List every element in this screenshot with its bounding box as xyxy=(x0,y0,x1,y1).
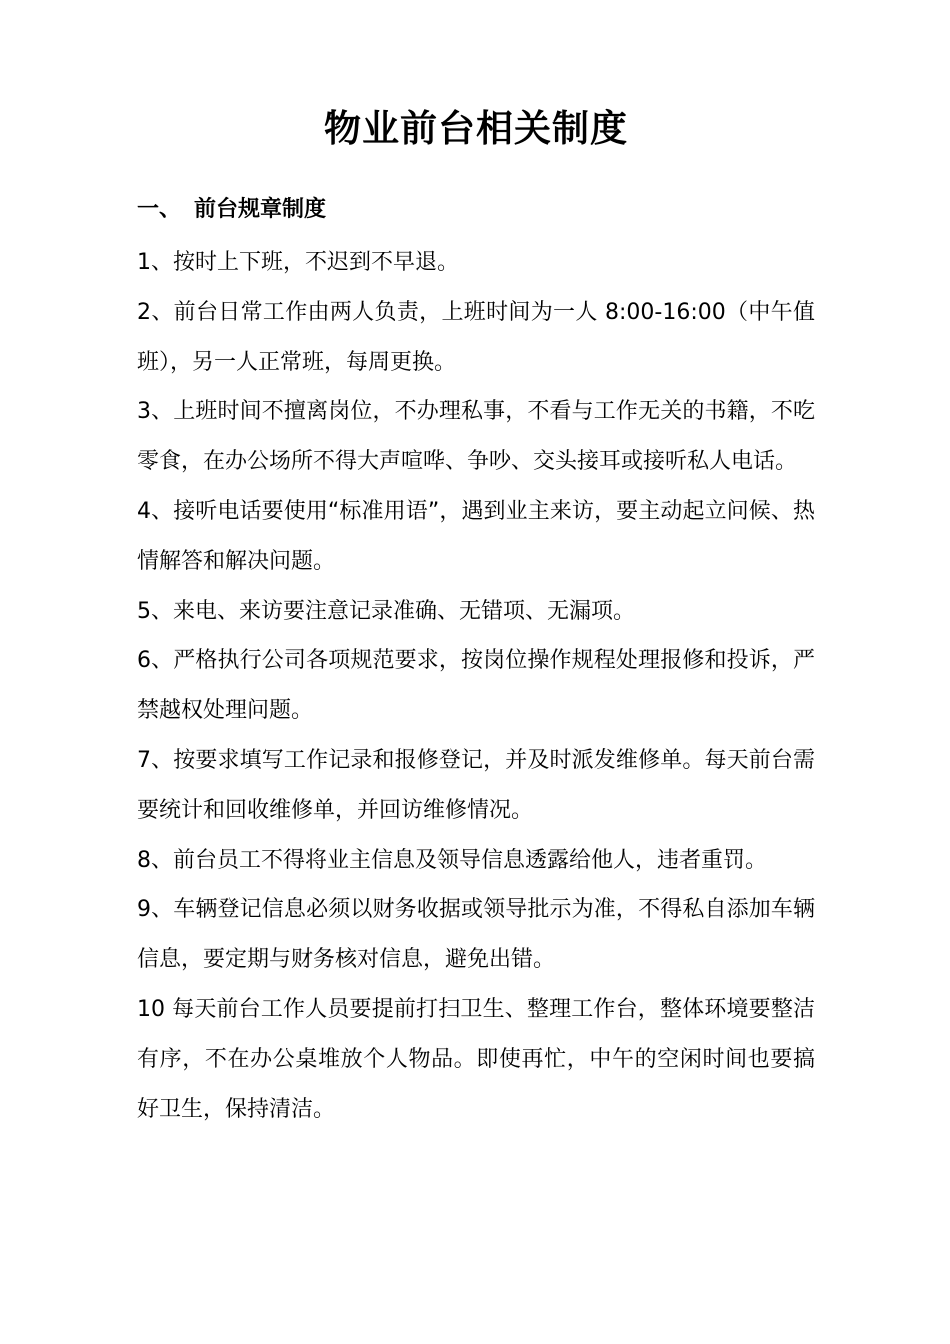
rules-list xyxy=(137,238,815,1134)
document-title: 物业前台相关制度 xyxy=(324,107,628,150)
rule-item-6: 6、严格执行公司各项规范要求，按岗位操作规程处理报修和投诉，严禁越权处理问题。 xyxy=(137,648,815,724)
rule-item-7: 7、按要求填写工作记录和报修登记，并及时派发维修单。每天前台需要统计和回收维修单，并回访维修情况。 xyxy=(137,747,815,823)
rule-item-9: 9、车辆登记信息必须以财务收据或领导批示为准，不得私自添加车辆信息，要定期与财务核对信息，避免出错。 xyxy=(137,897,815,973)
rule-item-2: 2、前台日常工作由两人负责，上班时间为一人 8:00-16:00（中午值班），另一人正常班，每周更换。 xyxy=(137,299,815,375)
rule-item-3: 3、上班时间不擅离岗位，不办理私事，不看与工作无关的书籍，不吃零食，在办公场所不得大声喧哗、争吵、交头接耳或接听私人电话。 xyxy=(137,399,815,475)
rule-item-8: 8、前台员工不得将业主信息及领导信息透露给他人，违者重罚。 xyxy=(137,847,767,873)
rule-item-10: 10 每天前台工作人员要提前打扫卫生、整理工作台，整体环境要整洁有序，不在办公桌堆放个人物品。即使再忙，中午的空闲时间也要搞好卫生，保持清洁。 xyxy=(137,996,815,1122)
rule-item-1: 1、按时上下班，不迟到不早退。 xyxy=(137,250,459,275)
rule-item-5: 5、来电、来访要注意记录准确、无错项、无漏项。 xyxy=(137,598,635,624)
section-number: 一、 xyxy=(137,197,182,222)
section-heading xyxy=(137,192,815,228)
rule-item-4: 4、接听电话要使用“标准用语”，遇到业主来访，要主动起立问候、热情解答和解决问题。 xyxy=(137,498,815,574)
section-heading-text: 前台规章制度 xyxy=(194,197,327,222)
